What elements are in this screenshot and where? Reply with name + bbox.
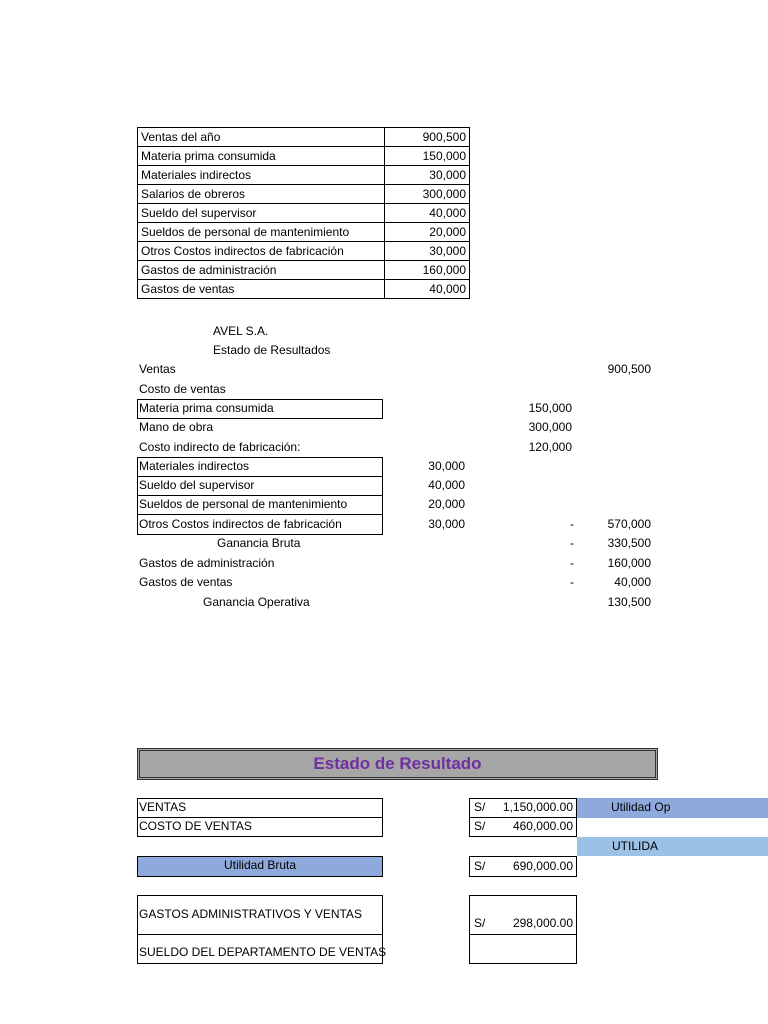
r-ventas-value: 1,150,000.00: [502, 800, 573, 814]
row-label: Ventas del año: [138, 128, 385, 147]
row-label: Materia prima consumida: [138, 147, 385, 166]
resultado-title: Estado de Resultado: [137, 748, 658, 780]
cif-value: 120,000: [528, 440, 572, 454]
dash-1: -: [570, 517, 574, 531]
row-value: 30,000: [385, 166, 470, 185]
row-label: Materiales indirectos: [138, 166, 385, 185]
row-value: 160,000: [385, 261, 470, 280]
dash-3: -: [570, 556, 574, 570]
mi-label: Materiales indirectos: [139, 459, 250, 473]
row-value: 40,000: [385, 204, 470, 223]
ventas-label: Ventas: [139, 362, 176, 376]
otros-label: Otros Costos indirectos de fabricación: [139, 517, 342, 531]
utilidad-op-label: Utilidad Op: [611, 800, 671, 814]
ganancia-bruta-value: 330,500: [607, 536, 651, 550]
gastos-adm-label: Gastos de administración: [139, 556, 275, 570]
mant-value: 20,000: [428, 497, 465, 511]
mi-value: 30,000: [428, 459, 465, 473]
mant-label: Sueldos de personal de mantenimiento: [139, 497, 348, 511]
r-gastos-currency: S/: [474, 916, 486, 930]
r-gastos-value: 298,000.00: [512, 916, 573, 930]
row-value: 150,000: [385, 147, 470, 166]
utilidad-label: UTILIDA: [612, 839, 659, 853]
sup-label: Sueldo del supervisor: [139, 478, 255, 492]
company-name: AVEL S.A.: [213, 324, 269, 338]
utilidad-bruta-label: Utilidad Bruta: [223, 858, 297, 872]
mo-label: Mano de obra: [139, 420, 214, 434]
r-ventas-label: VENTAS: [139, 800, 187, 814]
r-gastos-label: GASTOS ADMINISTRATIVOS Y VENTAS: [139, 907, 362, 921]
otros-value: 30,000: [428, 517, 465, 531]
ganancia-bruta-label: Ganancia Bruta: [217, 536, 301, 550]
dash-4: -: [570, 575, 574, 589]
row-value: 20,000: [385, 223, 470, 242]
gastos-ven-label: Gastos de ventas: [139, 575, 233, 589]
r-ub-currency: S/: [474, 859, 486, 873]
cif-label: Costo indirecto de fabricación:: [139, 440, 301, 454]
row-value: 40,000: [385, 280, 470, 299]
r-costo-label: COSTO DE VENTAS: [139, 819, 252, 833]
mo-value: 300,000: [528, 420, 572, 434]
row-label: Otros Costos indirectos de fabricación: [138, 242, 385, 261]
mp-value: 150,000: [528, 401, 572, 415]
row-label: Salarios de obreros: [138, 185, 385, 204]
r-ventas-currency: S/: [474, 800, 486, 814]
row-label: Sueldos de personal de mantenimiento: [138, 223, 385, 242]
row-label: Gastos de ventas: [138, 280, 385, 299]
dash-2: -: [570, 536, 574, 550]
mp-label: Materia prima consumida: [139, 401, 274, 415]
costo-total-value: 570,000: [607, 517, 651, 531]
row-value: 900,500: [385, 128, 470, 147]
row-label: Sueldo del supervisor: [138, 204, 385, 223]
gastos-ven-value: 40,000: [614, 575, 651, 589]
ventas-value: 900,500: [607, 362, 651, 376]
costo-ventas-label: Costo de ventas: [139, 382, 226, 396]
row-label: Gastos de administración: [138, 261, 385, 280]
ganancia-op-label: Ganancia Operativa: [203, 595, 310, 609]
gastos-adm-value: 160,000: [607, 556, 651, 570]
r-ub-value: 690,000.00: [512, 859, 573, 873]
r-sueldo-cell: [469, 934, 577, 964]
r-costo-currency: S/: [474, 819, 486, 833]
sup-value: 40,000: [428, 478, 465, 492]
row-value: 300,000: [385, 185, 470, 204]
r-sueldo-label: SUELDO DEL DEPARTAMENTO DE VENTAS: [139, 945, 387, 959]
row-value: 30,000: [385, 242, 470, 261]
statement-title: Estado de Resultados: [213, 343, 331, 357]
ganancia-op-value: 130,500: [607, 595, 651, 609]
r-costo-value: 460,000.00: [512, 819, 573, 833]
